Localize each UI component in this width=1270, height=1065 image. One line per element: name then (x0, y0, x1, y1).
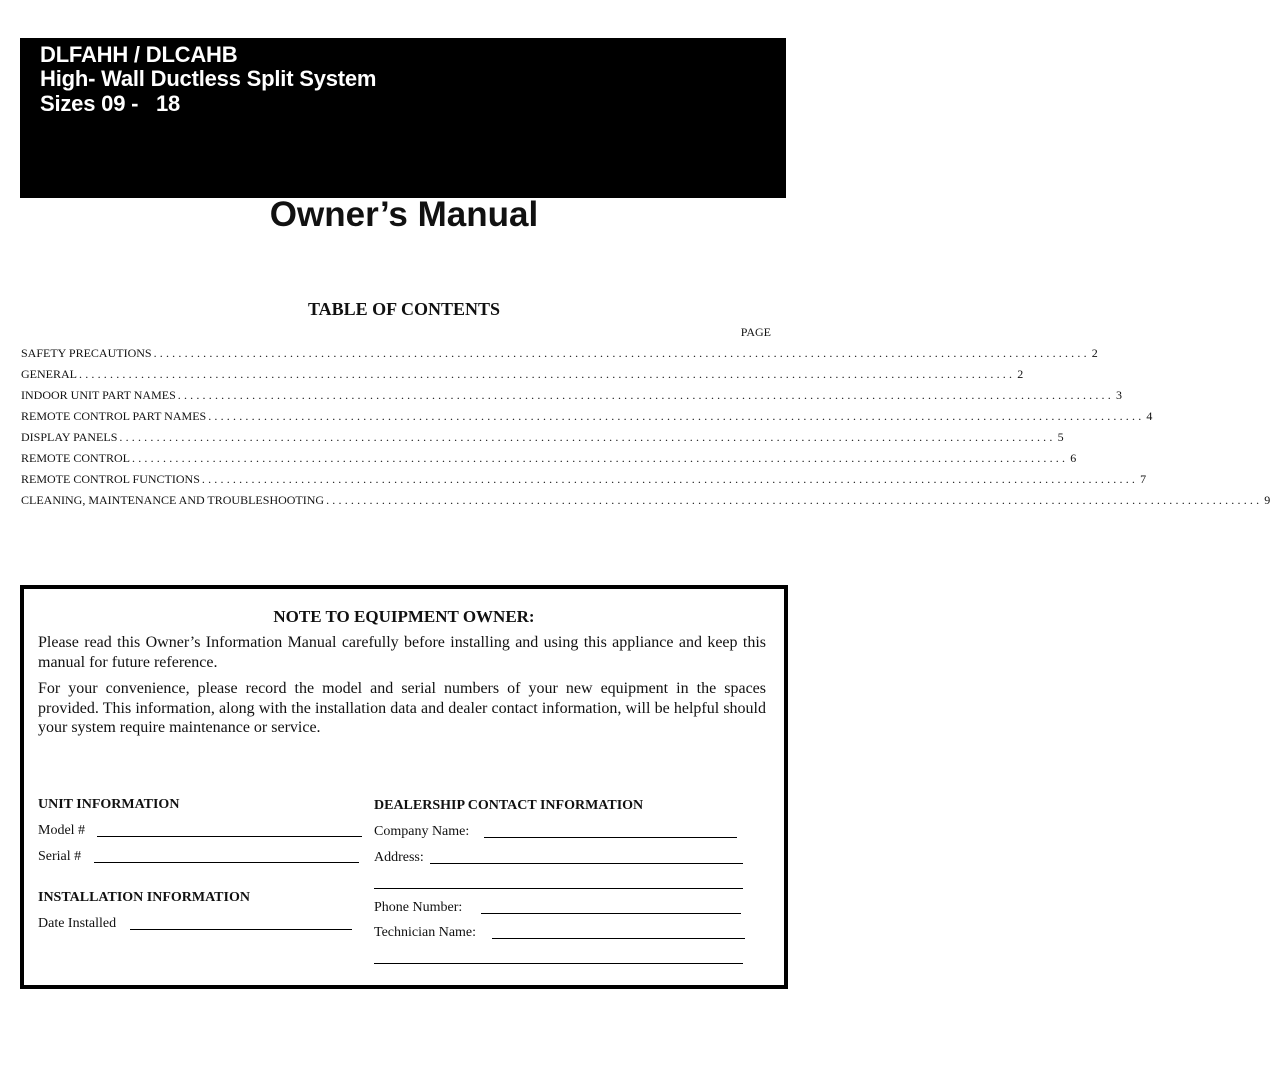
model-numbers: DLFAHH / DLCAHB (40, 42, 238, 67)
toc-entry[interactable] (21, 430, 1064, 451)
toc-page-label: PAGE (740, 325, 771, 339)
toc-entry-page: 5 (1057, 430, 1064, 444)
dealership-contact-heading: DEALERSHIP CONTACT INFORMATION (374, 798, 644, 813)
model-number-field[interactable] (97, 836, 362, 837)
toc-heading: TABLE OF CONTENTS (307, 299, 501, 319)
document-title: Owner’s Manual (269, 195, 539, 234)
model-number-label: Model # (38, 823, 86, 838)
toc-entry-label: INDOOR UNIT PART NAMES (21, 388, 176, 402)
toc-entry-page: 4 (1146, 409, 1153, 423)
toc-entry-label: SAFETY PRECAUTIONS (21, 346, 152, 360)
note-paragraph-record-info: For your convenience, please record the model and serial numbers of your new equipment in the spaces provided. This information, along with the installation data and dealer contact information, will be helpful should your system require maintenance or service. (38, 680, 766, 736)
company-name-field[interactable] (484, 837, 737, 838)
toc-leader-dots: ....................................................................................................................................................... (326, 493, 1263, 507)
toc-entry-label: REMOTE CONTROL PART NAMES (21, 409, 207, 423)
technician-name-label: Technician Name: (374, 925, 477, 940)
toc-entry[interactable] (21, 451, 1077, 472)
phone-number-label: Phone Number: (374, 900, 463, 915)
toc-entry-label: REMOTE CONTROL (21, 451, 130, 465)
header-banner (20, 38, 786, 198)
product-description: High- Wall Ductless Split System (40, 66, 377, 91)
table-of-contents (21, 346, 1270, 514)
toc-entry-label: DISPLAY PANELS (21, 430, 118, 444)
toc-leader-dots: ....................................................................................................................................................... (153, 346, 1090, 360)
company-name-label: Company Name: (374, 824, 470, 839)
toc-entry[interactable] (21, 493, 1270, 514)
installation-information-heading: INSTALLATION INFORMATION (38, 890, 250, 905)
toc-leader-dots: ....................................................................................................................................................... (119, 430, 1056, 444)
technician-name-field-line-2[interactable] (374, 963, 743, 964)
note-title: NOTE TO EQUIPMENT OWNER: (273, 607, 535, 626)
toc-entry-label: CLEANING, MAINTENANCE AND TROUBLESHOOTING (21, 493, 325, 507)
toc-leader-dots: ....................................................................................................................................................... (177, 388, 1114, 402)
product-sizes: Sizes 09 - 18 (40, 91, 181, 116)
serial-number-field[interactable] (94, 862, 359, 863)
toc-entry-page: 2 (1091, 346, 1098, 360)
toc-entry-label: REMOTE CONTROL FUNCTIONS (21, 472, 200, 486)
toc-leader-dots: ....................................................................................................................................................... (208, 409, 1145, 423)
toc-leader-dots: ....................................................................................................................................................... (201, 472, 1139, 486)
toc-entry[interactable] (21, 346, 1098, 367)
toc-entry[interactable] (21, 367, 1024, 388)
toc-leader-dots: ....................................................................................................................................................... (79, 367, 1016, 381)
address-label: Address: (374, 850, 424, 865)
note-paragraph-read-manual: Please read this Owner’s Information Manual carefully before installing and using this appliance and keep this manual for future reference. (38, 634, 766, 671)
toc-entry-page: 3 (1115, 388, 1122, 402)
toc-entry-page: 2 (1017, 367, 1024, 381)
toc-entry[interactable] (21, 388, 1122, 409)
date-installed-field[interactable] (130, 929, 352, 930)
owner-note-box (20, 585, 788, 989)
toc-entry-page: 6 (1070, 451, 1077, 465)
serial-number-label: Serial # (38, 849, 82, 864)
unit-information-heading: UNIT INFORMATION (38, 797, 180, 812)
address-field-line-2[interactable] (374, 888, 743, 889)
toc-entry[interactable] (21, 472, 1147, 493)
toc-entry[interactable] (21, 409, 1153, 430)
date-installed-label: Date Installed (38, 916, 117, 931)
toc-leader-dots: ....................................................................................................................................................... (132, 451, 1069, 465)
address-field-line-1[interactable] (430, 863, 743, 864)
technician-name-field[interactable] (492, 938, 745, 939)
toc-entry-page: 7 (1140, 472, 1147, 486)
toc-entry-page: 9 (1264, 493, 1270, 507)
phone-number-field[interactable] (481, 913, 741, 914)
toc-entry-label: GENERAL (21, 367, 77, 381)
